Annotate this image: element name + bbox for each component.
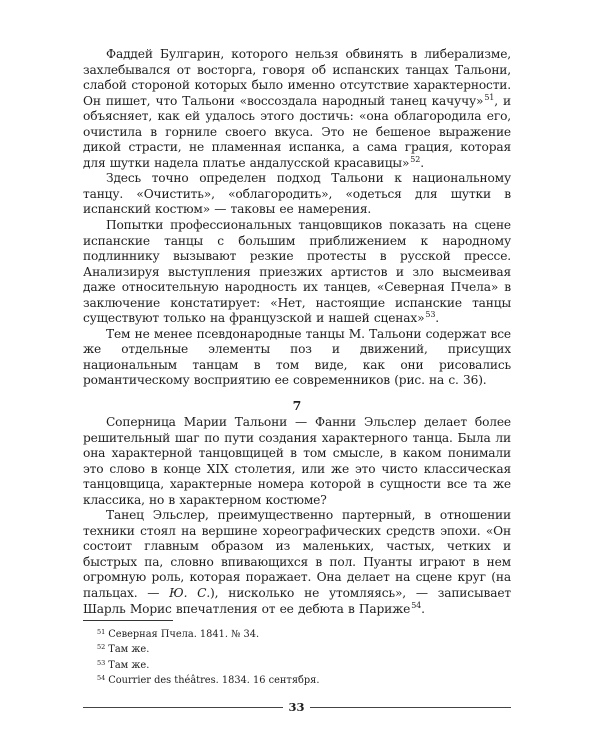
book-page	[83, 0, 511, 750]
page-number: 33	[288, 700, 305, 714]
main-text-block	[83, 47, 511, 389]
footnote-item	[97, 626, 497, 641]
paragraph-professional-dancers: Попытки профессиональных танцовщиков показать на сцене испанские танцы с большим приближением к народному подлиннику вызывают резкие протесты в русской прессе. Анализируя выступления приезжих артистов и зло высмеивая даже относительную народность их танцев, «Северная Пчела» в заключение констатирует: «Нет, настоящие испанские танцы существуют только на французской и нашей сценах»$^{53}$.	[83, 218, 511, 326]
footnotes-list	[97, 626, 497, 688]
paragraph-bulgarin: Фаддей Булгарин, которого нельзя обвинять в либерализме, захлебывался от восторга, говоря об испанских танцах Тальони, слабой стороной которых было именно отсутствие характерности. Он пишет, что Тальони «воссоздала народный танец качучу»$^{51}$, и объясняет, как ей удалось этого достичь: «она облагородила его, очистила в горниле своего вкуса. Это не бешеное выражение дикой страсти, не пламенная испанка, а сама грация, которая для шутки надела платье андалусской красавицы»$^{52}$.	[83, 47, 512, 170]
page-footer	[83, 699, 511, 715]
footnote-item	[97, 672, 497, 687]
paragraph-elssler-rival: Соперница Марии Тальони — Фанни Эльслер делает более решительный шаг по пути создания характерного танца. Была ли она характерной танцовщицей в том смысле, в каком понимали это слово в конце XIX столетия, или же это чисто классическая танцовщица, характерные номера которой в сущности все та же классика, но в характерном костюме?	[83, 415, 511, 507]
footnote-text: Courrier des théâtres. 1834. 16 сентября.	[108, 675, 320, 687]
footnote-ref-52[interactable]: 52	[410, 154, 421, 164]
footnote-number: 53	[97, 658, 106, 667]
paragraph-taglioni-approach: Здесь точно определен подход Тальони к национальному танцу. «Очистить», «облагородить», «одеться для шутки в испанский костюм» — таковы ее намерения.	[83, 171, 511, 217]
footnote-item	[97, 657, 497, 672]
footnote-ref-53[interactable]: 53	[425, 310, 436, 320]
footer-rule-right	[310, 707, 511, 708]
author-initials: Ю. С.	[169, 586, 211, 601]
footnote-item	[97, 641, 497, 656]
footnote-divider	[83, 620, 173, 621]
footnote-number: 54	[97, 674, 106, 683]
paragraph-pseudo-folk: Тем не менее псевдонародные танцы М. Тальони содержат все же отдельные элементы поз и движений, присущих национальным танцам в том виде, как они рисовались романтическому восприятию ее современников (рис. на с. 36).	[83, 326, 511, 388]
footnote-ref-54[interactable]: 54	[411, 600, 422, 610]
footnote-text: Там же.	[108, 644, 150, 656]
footnote-number: 51	[97, 628, 106, 636]
footnote-text: Северная Пчела. 1841. № 34.	[108, 629, 260, 640]
footnote-number: 52	[97, 643, 106, 652]
paragraph-elssler-dance: Танец Эльслер, преимущественно партерный, в отношении техники стоял на вершине хореографических средств эпохи. «Он состоит главным образом из маленьких, частых, четких и быстрых па, словно впивающихся в пол. Пуанты играют в нем огромную роль, которая поражает. Она делает на сцене круг (на пальцах. — Ю. С.), нисколько не утомляясь», — записывает Шарль Морис впечатления от ее дебюта в Париже$^{54}$.	[83, 508, 511, 616]
section-text-block	[83, 415, 511, 617]
footer-rule-left	[83, 707, 283, 708]
section-number-heading: 7	[292, 398, 302, 413]
footnote-ref-51[interactable]: 51	[484, 92, 495, 102]
footnote-text: Там же.	[108, 659, 150, 671]
